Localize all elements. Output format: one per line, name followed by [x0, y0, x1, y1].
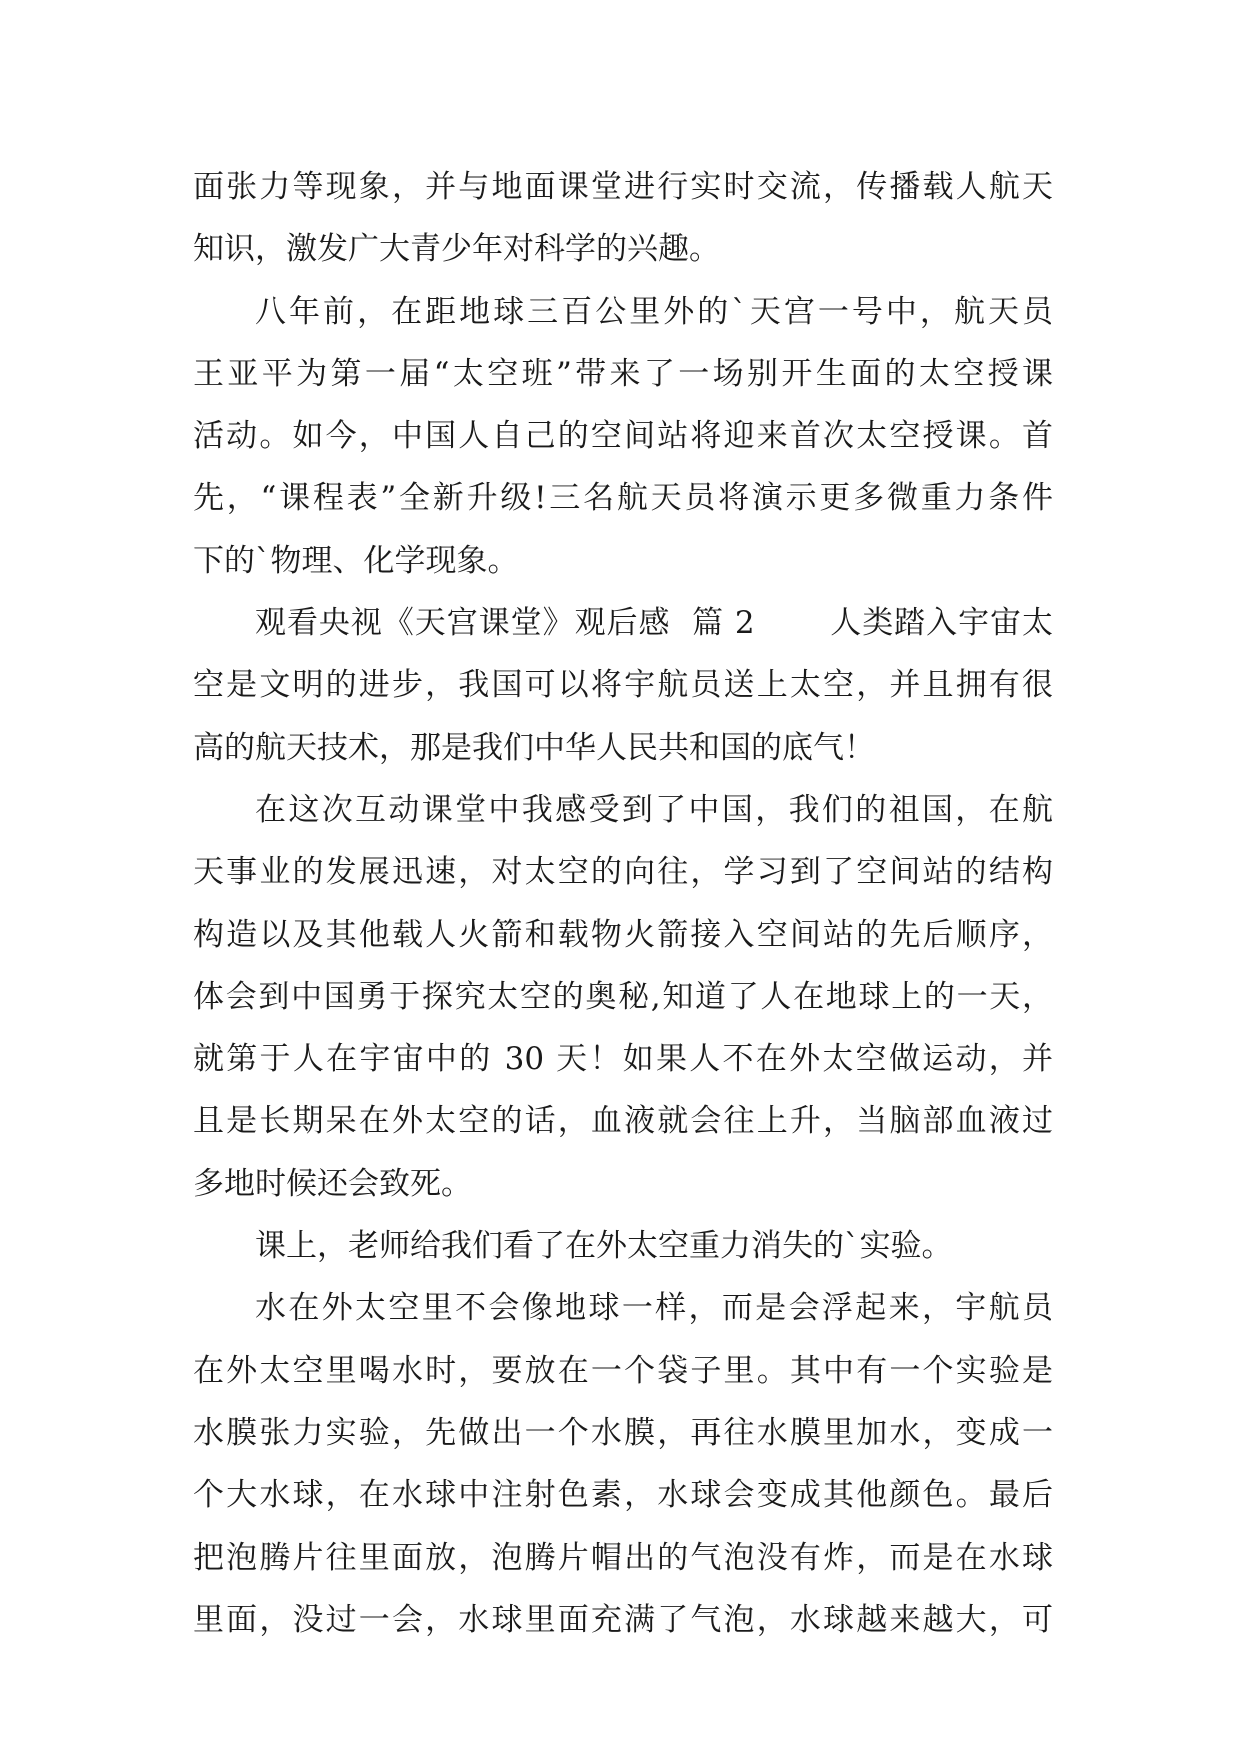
text-line: 水在外太空里不会像地球一样，而是会浮起来，宇航员: [255, 1290, 1053, 1327]
text-line: 八年前，在距地球三百公里外的`天宫一号中，航天员: [255, 293, 1053, 330]
text-line: 把泡腾片往里面放，泡腾片帽出的气泡没有炸，而是在水球: [193, 1539, 1053, 1576]
text-line: 王亚平为第一届“太空班”带来了一场别开生面的太空授课: [193, 355, 1053, 392]
text-line: 在外太空里喝水时，要放在一个袋子里。其中有一个实验是: [193, 1352, 1053, 1389]
text-line: 面张力等现象，并与地面课堂进行实时交流，传播载人航天: [193, 169, 1053, 205]
text-line: 就第于人在宇宙中的 30 天！如果人不在外太空做运动，并: [193, 1041, 1053, 1078]
text-line: 在这次互动课堂中我感受到了中国，我们的祖国，在航: [255, 791, 1053, 828]
text-line: 体会到中国勇于探究太空的奥秘,知道了人在地球上的一天，: [193, 978, 1053, 1015]
text-line: 知识，激发广大青少年对科学的兴趣。: [193, 231, 720, 268]
text-line: 水膜张力实验，先做出一个水膜，再往水膜里加水，变成一: [193, 1414, 1053, 1451]
text-line: 里面，没过一会，水球里面充满了气泡，水球越来越大，可: [193, 1601, 1053, 1638]
text-line: 多地时候还会致死。: [193, 1165, 472, 1202]
text-line: 下的`物理、化学现象。: [193, 542, 519, 579]
text-line: 构造以及其他载人火箭和载物火箭接入空间站的先后顺序，: [193, 916, 1053, 953]
text-line: 个大水球，在水球中注射色素，水球会变成其他颜色。最后: [193, 1477, 1053, 1514]
text-line: 课上，老师给我们看了在外太空重力消失的`实验。: [255, 1228, 953, 1265]
text-line: 且是长期呆在外太空的话，血液就会往上升，当脑部血液过: [193, 1103, 1053, 1140]
text-line: 天事业的发展迅速，对太空的向往，学习到了空间站的结构: [193, 854, 1053, 891]
document-body: [193, 156, 1053, 1651]
text-line: 先，“课程表”全新升级!三名航天员将演示更多微重力条件: [193, 480, 1053, 517]
text-line: 高的航天技术，那是我们中华人民共和国的底气！: [193, 729, 875, 766]
text-line: 观看央视《天宫课堂》观后感 篇 2 人类踏入宇宙太: [255, 605, 1053, 642]
text-line: 活动。如今，中国人自己的空间站将迎来首次太空授课。首: [193, 418, 1053, 455]
text-line: 空是文明的进步，我国可以将宇航员送上太空，并且拥有很: [193, 667, 1053, 704]
